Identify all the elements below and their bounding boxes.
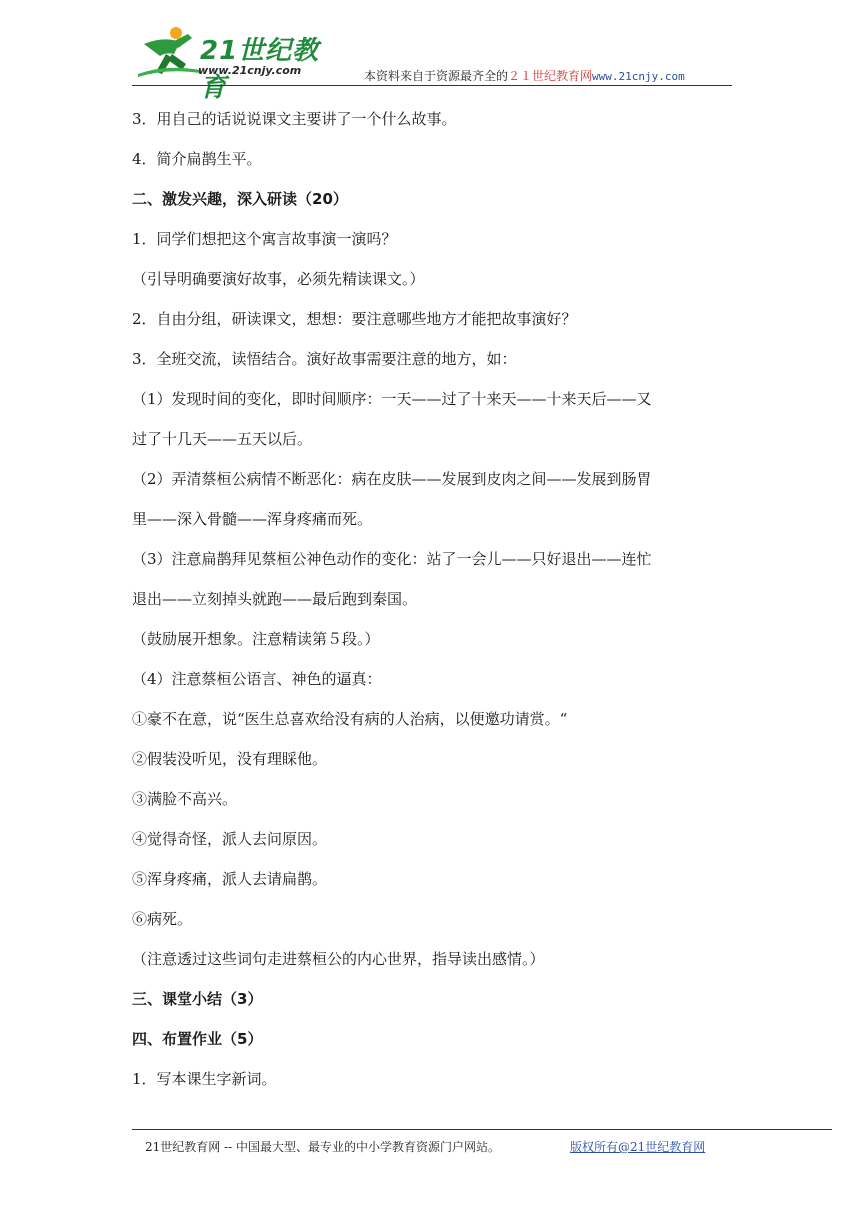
text-line: 过了十几天——五天以后。 [132,430,313,448]
text-line: （引导明确要演好故事，必须先精读课文。） [132,270,425,288]
text-line: 1．同学们想把这个寓言故事演一演吗？ [132,230,397,248]
text-line: ⑥病死。 [132,910,193,928]
site-logo[interactable] [130,20,340,103]
text-line: ②假装没听见，没有理睬他。 [132,750,328,768]
tagline-highlight[interactable]: ２１世纪教育网 [508,69,593,83]
text-line: （1）发现时间的变化，即时间顺序：一天——过了十来天——十来天后——又 [132,390,652,408]
text-line: 1．写本课生字新词。 [132,1070,277,1088]
text-line: ③满脸不高兴。 [132,790,238,808]
text-line: 3．全班交流，读悟结合。演好故事需要注意的地方，如： [132,350,517,368]
logo-wordmark: 21世纪教育 [200,36,320,103]
text-line: （2）弄清蔡桓公病情不断恶化：病在皮肤——发展到皮肉之间——发展到肠胃 [132,470,652,488]
text-line: 3．用自己的话说说课文主要讲了一个什么故事。 [132,110,457,128]
header-tagline [364,67,685,84]
document-body [132,109,732,1109]
text-line: ④觉得奇怪，派人去问原因。 [132,830,328,848]
section-heading: 三、课堂小结（3） [132,990,263,1008]
text-line: 4．简介扁鹊生平。 [132,150,262,168]
footer-text: 21世纪教育网 -- 中国最大型、最专业的中小学教育资源门户网站。 [145,1140,501,1154]
header-divider [132,85,732,86]
text-line: 2．自由分组，研读课文，想想：要注意哪些地方才能把故事演好？ [132,310,577,328]
text-line: （注意透过这些词句走进蔡桓公的内心世界，指导读出感情。） [132,950,545,968]
text-line: （鼓励展开想象。注意精读第５段。） [132,630,380,648]
text-line: ⑤浑身疼痛，派人去请扁鹊。 [132,870,328,888]
page-header [130,20,732,103]
text-line: （3）注意扁鹊拜见蔡桓公神色动作的变化：站了一会儿——只好退出——连忙 [132,550,652,568]
text-line: （4）注意蔡桓公语言、神色的逼真： [132,670,382,688]
logo-url: www.21cnjy.com [198,64,302,77]
runner-logo-icon [136,24,202,78]
text-line: 里——深入骨髓——浑身疼痛而死。 [132,510,373,528]
text-line: 退出——立刻掉头就跑——最后跑到秦国。 [132,590,418,608]
text-line: ①豪不在意，说“医生总喜欢给没有病的人治病，以便邀功请赏。“ [132,710,568,728]
section-heading: 四、布置作业（5） [132,1030,263,1048]
tagline-url[interactable]: www.21cnjy.com [592,70,685,83]
footer-divider [132,1129,832,1130]
copyright-link[interactable]: 版权所有@21世纪教育网 [570,1140,706,1154]
tagline-prefix: 本资料来自于资源最齐全的 [364,69,509,83]
section-heading: 二、激发兴趣，深入研读（20） [132,190,348,208]
